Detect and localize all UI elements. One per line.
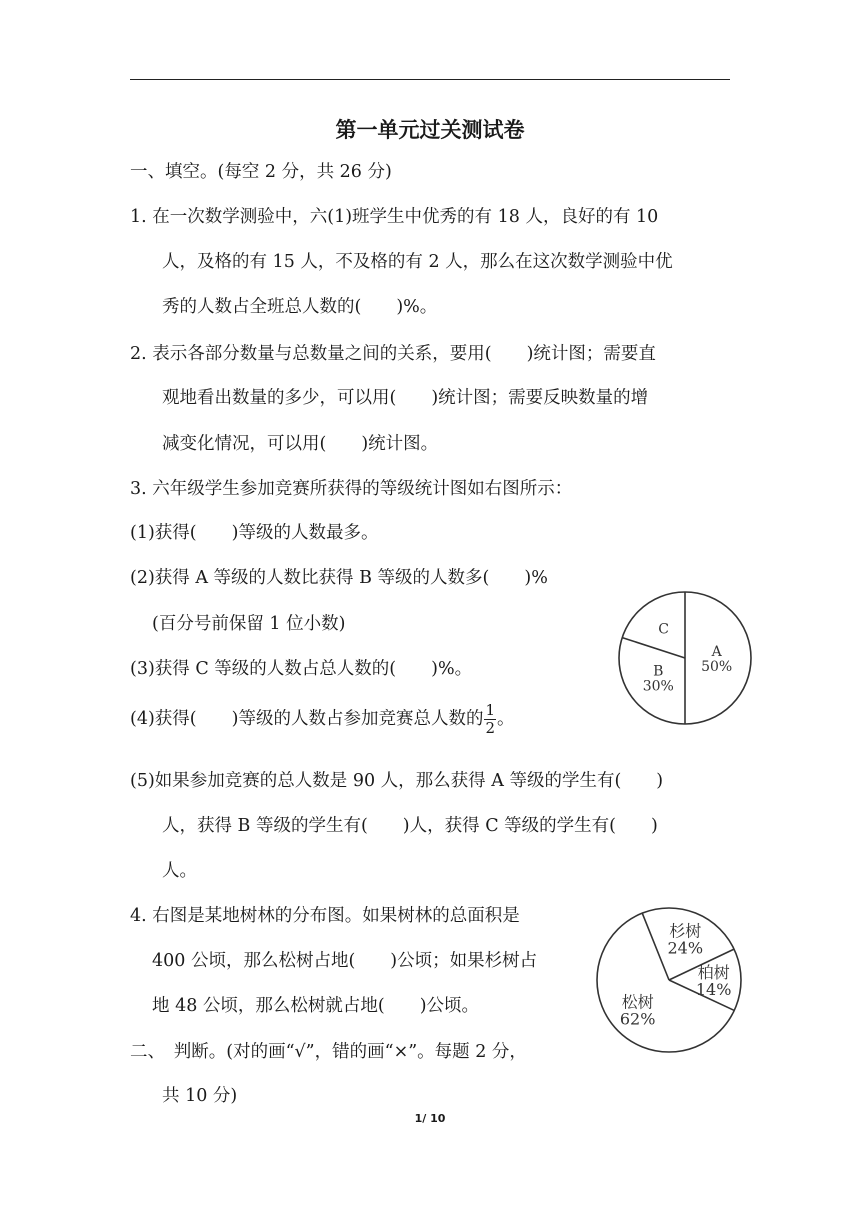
header-rule [130, 79, 730, 80]
q2-line3: 减变化情况，可以用( )统计图。 [162, 434, 439, 454]
q3-sub4 [130, 702, 515, 737]
q3-sub2-note: (百分号前保留 1 位小数) [152, 614, 346, 634]
grade-pie-chart [615, 590, 755, 730]
page-title: 第一单元过关测试卷 [335, 118, 525, 142]
q4-line2: 400 公顷，那么松树占地( )公顷；如果杉树占 [152, 951, 538, 971]
pie-slice-label: A [711, 644, 722, 660]
q4-line3: 地 48 公顷，那么松树就占地( )公顷。 [152, 996, 480, 1016]
q1-line2: 人，及格的有 15 人，不及格的有 2 人，那么在这次数学测验中优 [162, 252, 673, 272]
pie-slice-value-label: 14% [695, 979, 732, 999]
fraction-numerator: 1 [485, 701, 495, 719]
q2-line1: 2. 表示各部分数量与总数量之间的关系，要用( )统计图；需要直 [130, 344, 656, 364]
pie-slice-value-label: 50% [701, 659, 733, 675]
page-number: 1/ 10 [414, 1112, 446, 1125]
pie-slice-value-label: 62% [619, 1009, 656, 1029]
q3-sub4-end: 。 [497, 709, 515, 729]
fraction-one-half [484, 702, 496, 737]
q1-line1: 1. 在一次数学测验中，六(1)班学生中优秀的有 18 人，良好的有 10 [130, 207, 659, 227]
q3-sub2: (2)获得 A 等级的人数比获得 B 等级的人数多( )% [130, 568, 548, 588]
q4-line1: 4. 右图是某地树林的分布图。如果树林的总面积是 [130, 906, 520, 926]
pie-slice-label: 松树 [621, 992, 654, 1012]
section2-heading: 二、 判断。(对的画“√”，错的画“×”。每题 2 分， [130, 1042, 527, 1062]
q3-sub5-line2: 人，获得 B 等级的学生有( )人，获得 C 等级的学生有( ) [162, 816, 658, 836]
pie-slice-value-label: 24% [667, 938, 704, 958]
q3-sub3: (3)获得 C 等级的人数占总人数的( )%。 [130, 659, 473, 679]
pie-slice-label: C [658, 621, 670, 638]
q3-sub4-text: (4)获得( )等级的人数占参加竞赛总人数的 [130, 709, 484, 729]
forest-pie-chart [594, 906, 744, 1056]
fraction-denominator: 2 [485, 719, 495, 737]
q1-line3: 秀的人数占全班总人数的( )%。 [162, 297, 438, 317]
q3-sub5-line3: 人。 [162, 861, 197, 881]
pie-slice-label: 柏树 [697, 962, 730, 982]
q3-intro: 3. 六年级学生参加竞赛所获得的等级统计图如右图所示： [130, 479, 573, 499]
pie-slice-label: B [653, 663, 664, 680]
pie-slice-value-label: 30% [642, 678, 674, 695]
section2-heading-cont: 共 10 分) [162, 1086, 238, 1106]
q2-line2: 观地看出数量的多少，可以用( )统计图；需要反映数量的增 [162, 388, 649, 408]
q3-sub1: (1)获得( )等级的人数最多。 [130, 523, 379, 543]
pie-slice-label: 杉树 [669, 921, 702, 941]
section1-heading: 一、填空。(每空 2 分，共 26 分) [130, 162, 392, 182]
q3-sub5-line1: (5)如果参加竞赛的总人数是 90 人，那么获得 A 等级的学生有( ) [130, 771, 664, 791]
